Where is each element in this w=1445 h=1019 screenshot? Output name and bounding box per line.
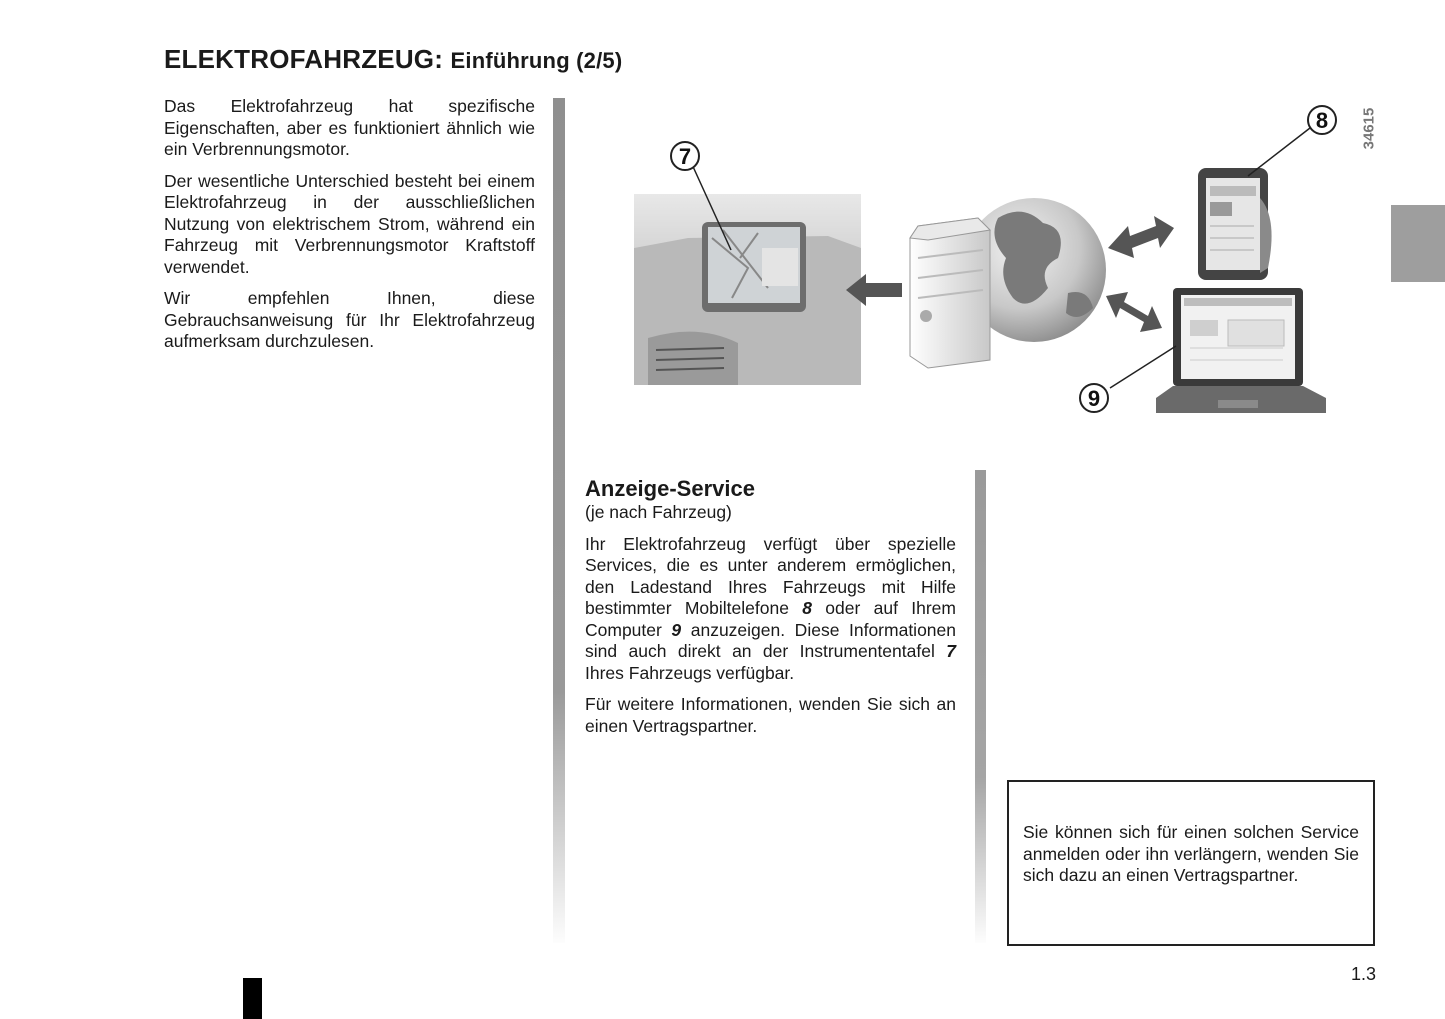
callout-9-label: 9 <box>1087 386 1101 411</box>
double-arrow-laptop <box>1106 292 1162 332</box>
service-text-b: oder auf Ihrem Computer <box>585 598 956 640</box>
title-sub: Einführung (2/5) <box>450 48 623 73</box>
note-text: Sie können sich für einen solchen Service anmelden oder ihn verlängern, wenden Sie sich dazu an einen Vertragspartner. <box>1023 822 1359 885</box>
figure-reference-code: 34615 <box>1360 107 1378 150</box>
double-arrow-phone <box>1108 216 1174 258</box>
service-paragraph-2: Für weitere Informationen, wenden Sie sich an einen Vertragspartner. <box>585 694 956 736</box>
laptop-image <box>1110 288 1326 413</box>
intro-column <box>164 96 535 363</box>
intro-paragraph-1: Das Elektrofahrzeug hat spezifische Eigenschaften, aber es funktioniert ähnlich wie ein Verbrennungsmotor. <box>164 96 535 159</box>
crop-mark <box>243 978 262 1019</box>
service-text-c: anzuzeigen. Diese Informationen sind auch direkt an der Instrumententafel <box>585 619 957 661</box>
service-heading: Anzeige-Service <box>585 476 755 501</box>
callout-9 <box>1080 384 1108 412</box>
service-ref-8: 8 <box>802 598 812 618</box>
title-main: ELEKTROFAHRZEUG: <box>164 44 444 74</box>
dashboard-image <box>634 160 861 385</box>
page-title <box>164 44 622 75</box>
callout-8-label: 8 <box>1315 108 1329 133</box>
note-box <box>1007 780 1375 946</box>
service-ref-7: 7 <box>946 641 956 661</box>
server-globe-image <box>902 148 1106 378</box>
service-column <box>585 475 956 747</box>
page-number: 1.3 <box>1351 964 1377 984</box>
intro-paragraph-3: Wir empfehlen Ihnen, diese Gebrauchsanweisung für Ihr Elektrofahrzeug aufmerksam durchzulesen. <box>164 288 535 351</box>
chapter-tab-marker <box>1391 205 1445 282</box>
mobile-phone-image <box>1198 128 1310 280</box>
service-ref-9: 9 <box>671 619 682 640</box>
callout-7-label: 7 <box>678 144 692 169</box>
service-paragraph-1 <box>585 534 956 685</box>
service-subheading: (je nach Fahrzeug) <box>585 502 732 522</box>
callout-8 <box>1308 106 1336 134</box>
callout-7 <box>671 142 699 170</box>
column-divider-left <box>553 98 565 943</box>
service-text-d: Ihres Fahrzeugs verfügbar. <box>585 662 795 683</box>
illustration-svg <box>628 98 1348 428</box>
column-divider-right <box>975 470 986 943</box>
intro-paragraph-2: Der wesentliche Unterschied besteht bei einem Elektrofahrzeug in der ausschließlichen Nutzung von elektrischem Strom, während ein Fahrzeug mit Verbrennungsmotor Kraftstoff verwendet. <box>164 170 535 277</box>
connected-services-illustration <box>628 98 1348 428</box>
service-text-a: Ihr Elektrofahrzeug verfügt über spezielle Services, die es unter anderem ermöglichen, den Ladestand Ihres Fahrzeugs mit Hilfe bestimmter Mobiltelefone <box>585 533 956 618</box>
